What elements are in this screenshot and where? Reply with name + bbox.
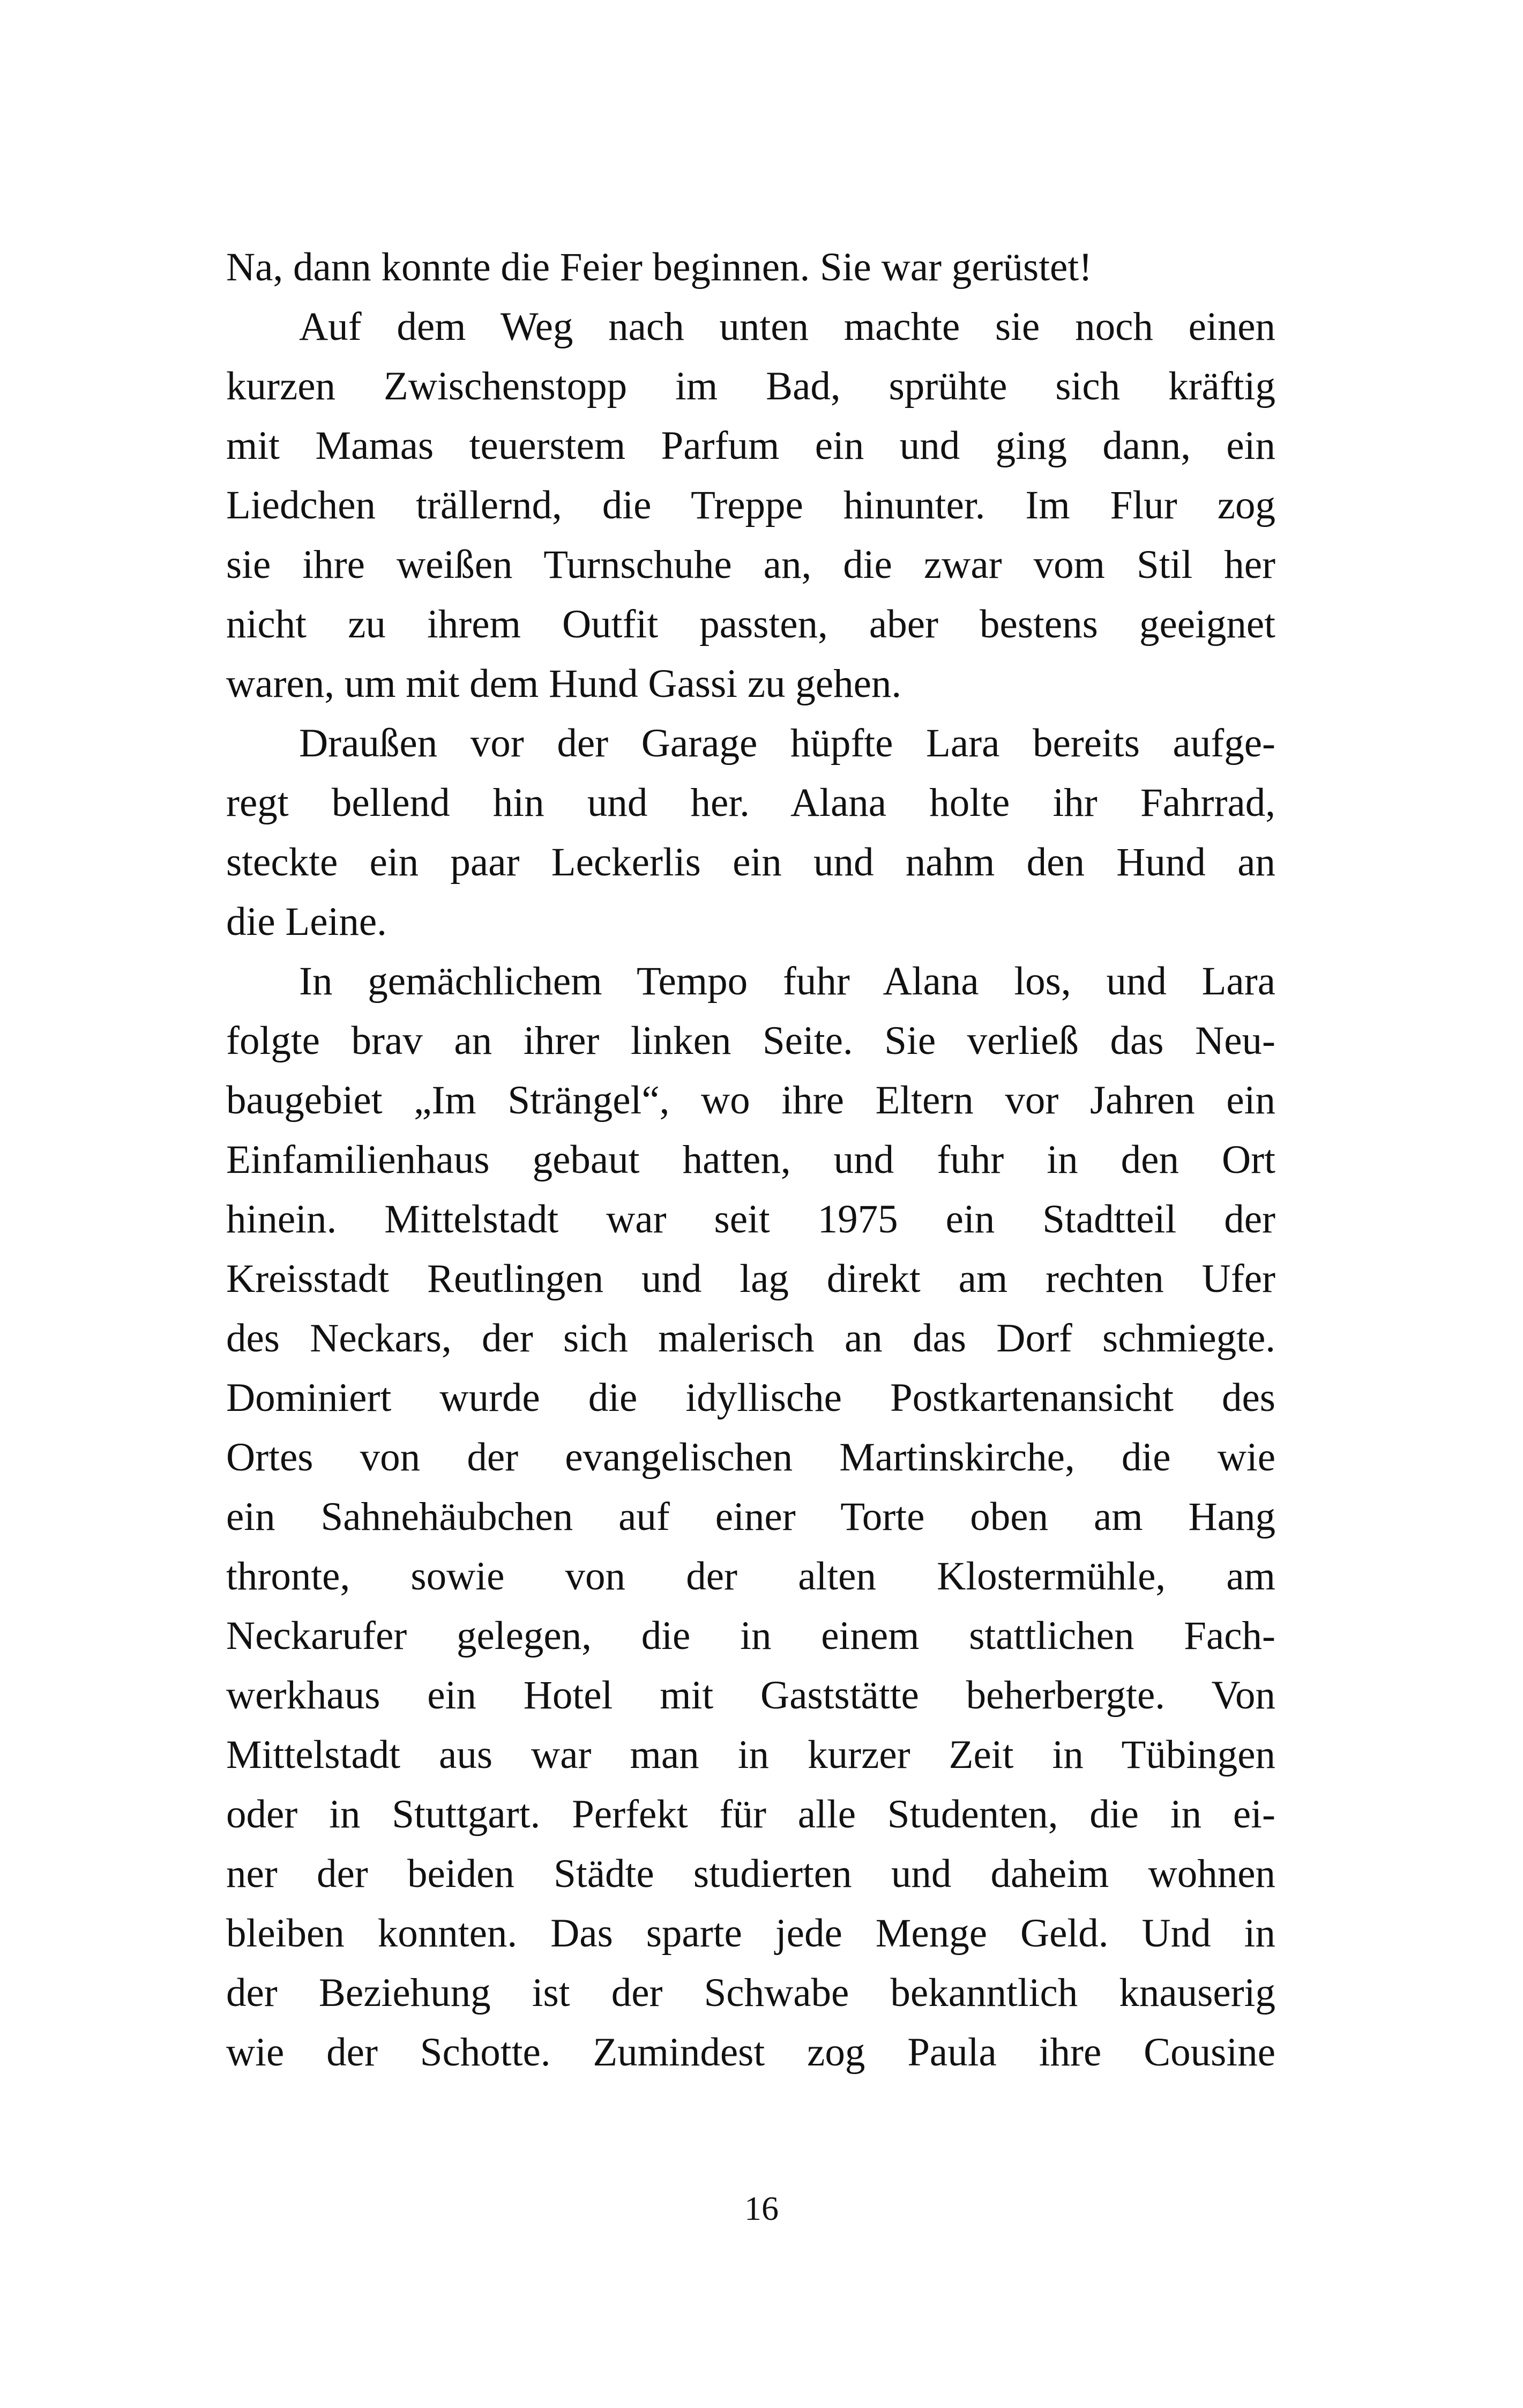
text-line: Einfamilienhaus gebaut hatten, und fuhr in den Ort — [226, 1138, 1275, 1182]
text-line: des Neckars, der sich malerisch an das Dorf schmiegte. — [226, 1316, 1275, 1361]
text-line: bleiben konnten. Das sparte jede Menge Geld. Und in — [226, 1911, 1275, 1956]
text-line: folgte brav an ihrer linken Seite. Sie verließ das Neu- — [226, 1019, 1275, 1063]
text-line: baugebiet „Im Strängel“, wo ihre Eltern vor Jahren ein — [226, 1078, 1275, 1123]
text-line: nicht zu ihrem Outfit passten, aber bestens geeignet — [226, 602, 1275, 646]
text-line: oder in Stuttgart. Perfekt für alle Studenten, die in ei- — [226, 1792, 1275, 1837]
text-line: hinein. Mittelstadt war seit 1975 ein Stadtteil der — [226, 1197, 1275, 1242]
text-line: kurzen Zwischenstopp im Bad, sprühte sich kräftig — [226, 364, 1275, 408]
text-line: sie ihre weißen Turnschuhe an, die zwar vom Stil her — [226, 542, 1275, 587]
text-line: Draußen vor der Garage hüpfte Lara bereits aufge- — [299, 721, 1275, 765]
text-line: Ortes von der evangelischen Martinskirche, die wie — [226, 1435, 1275, 1480]
text-line: thronte, sowie von der alten Klostermühle, am — [226, 1554, 1275, 1599]
body-text — [226, 237, 1275, 2082]
text-line: Liedchen trällernd, die Treppe hinunter. Im Flur zog — [226, 483, 1275, 527]
text-line: wie der Schotte. Zumindest zog Paula ihre Cousine — [226, 2030, 1275, 2075]
text-line: werkhaus ein Hotel mit Gaststätte beherbergte. Von — [226, 1673, 1275, 1718]
text-line: Mittelstadt aus war man in kurzer Zeit in Tübingen — [226, 1733, 1275, 1777]
text-line: der Beziehung ist der Schwabe bekanntlich knauserig — [226, 1971, 1275, 2015]
text-line: mit Mamas teuerstem Parfum ein und ging dann, ein — [226, 423, 1275, 468]
text-line: Dominiert wurde die idyllische Postkartenansicht des — [226, 1376, 1275, 1420]
text-line: In gemächlichem Tempo fuhr Alana los, und Lara — [299, 959, 1275, 1004]
text-line: steckte ein paar Leckerlis ein und nahm den Hund an — [226, 840, 1275, 885]
text-line: ein Sahnehäubchen auf einer Torte oben am Hang — [226, 1495, 1275, 1539]
text-line: die Leine. — [226, 900, 387, 944]
text-line: Na, dann konnte die Feier beginnen. Sie war gerüstet! — [226, 245, 1093, 289]
text-line: regt bellend hin und her. Alana holte ihr Fahrrad, — [226, 781, 1275, 825]
text-line: waren, um mit dem Hund Gassi zu gehen. — [226, 662, 902, 706]
page-number: 16 — [744, 2189, 779, 2227]
text-line: Auf dem Weg nach unten machte sie noch einen — [299, 304, 1275, 349]
text-line: Neckarufer gelegen, die in einem stattlichen Fach- — [226, 1614, 1275, 1658]
text-line: Kreisstadt Reutlingen und lag direkt am rechten Ufer — [226, 1257, 1275, 1301]
text-line: ner der beiden Städte studierten und daheim wohnen — [226, 1852, 1275, 1896]
